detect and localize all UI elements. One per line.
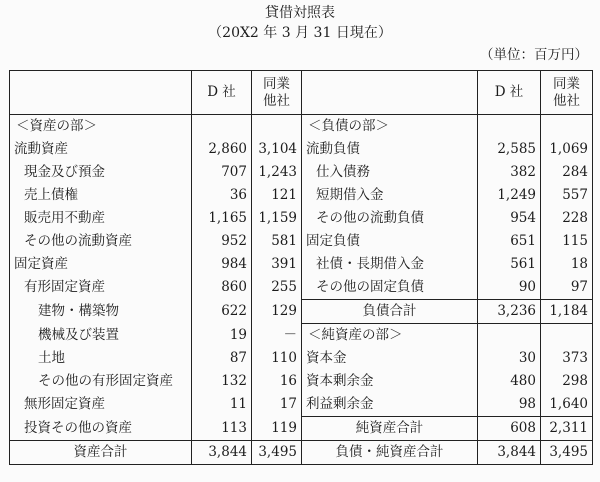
row-peer-value: 119	[252, 417, 302, 441]
liability-section-label: ＜負債の部＞	[308, 118, 389, 134]
liability-total-peer: 1,184	[541, 300, 593, 324]
row-d-value: 113	[192, 417, 252, 441]
row-label: 無形固定資産	[24, 396, 105, 413]
row-peer-value: 129	[252, 300, 302, 324]
table-row	[10, 138, 593, 161]
equity-total-peer: 2,311	[541, 417, 593, 441]
table-row	[10, 115, 593, 139]
row-d-value: 622	[192, 300, 252, 324]
row-label: 利益剰余金	[306, 396, 374, 412]
grand-total-d: 3,844	[478, 441, 541, 465]
row-d-value: 2,860	[192, 138, 252, 161]
row-label: 流動負債	[306, 141, 360, 157]
row-label: 社債・長期借入金	[316, 256, 424, 272]
equity-section-label: ＜純資産の部＞	[302, 324, 478, 348]
row-d-value: 1,249	[478, 184, 541, 207]
equity-total-d: 608	[478, 417, 541, 441]
row-d-value: 90	[478, 276, 541, 300]
header-peer-right: 同業 他社	[541, 71, 593, 115]
row-d-value: 98	[478, 393, 541, 417]
table-row	[10, 417, 593, 441]
header-d-company-right: D 社	[478, 71, 541, 115]
row-peer-value: 115	[541, 230, 593, 253]
row-peer-value: 1,243	[252, 161, 302, 184]
row-label: その他の固定負債	[316, 279, 424, 295]
grand-total-label: 負債・純資産合計	[302, 441, 478, 465]
row-peer-value: 581	[252, 230, 302, 253]
row-peer-value: 1,069	[541, 138, 593, 161]
row-label: 短期借入金	[316, 187, 384, 203]
asset-total-peer: 3,495	[252, 441, 302, 465]
row-d-value: 561	[478, 253, 541, 276]
row-label: 投資その他の資産	[24, 419, 132, 436]
row-d-value: 954	[478, 207, 541, 230]
row-label: 固定資産	[14, 256, 68, 272]
row-d-value: 132	[192, 370, 252, 393]
liability-total-label: 負債合計	[302, 300, 478, 324]
asset-total-d: 3,844	[192, 441, 252, 465]
row-label: 販売用不動産	[24, 210, 105, 226]
grand-total-row	[10, 441, 593, 465]
row-peer-value: 391	[252, 253, 302, 276]
row-d-value: 952	[192, 230, 252, 253]
table-row	[10, 253, 593, 276]
table-row	[10, 393, 593, 417]
liability-total-d: 3,236	[478, 300, 541, 324]
row-d-value: 2,585	[478, 138, 541, 161]
row-peer-value: 557	[541, 184, 593, 207]
row-label: 仕入債務	[316, 164, 370, 180]
row-label: 固定負債	[306, 233, 360, 249]
unit-label: （単位：百万円）	[480, 47, 588, 63]
row-peer-value: 228	[541, 207, 593, 230]
row-peer-value: 3,104	[252, 138, 302, 161]
row-label: その他の有形固定資産	[38, 373, 173, 389]
table-header-row	[10, 71, 593, 115]
asset-section-label: ＜資産の部＞	[16, 118, 97, 134]
row-peer-value: 121	[252, 184, 302, 207]
row-label: 土地	[38, 350, 65, 366]
row-label: 流動資産	[14, 141, 68, 157]
row-d-value: 707	[192, 161, 252, 184]
row-d-value: 87	[192, 347, 252, 370]
row-peer-value: 110	[252, 347, 302, 370]
table-row	[10, 276, 593, 300]
row-label: 機械及び装置	[38, 326, 119, 343]
row-label: その他の流動負債	[316, 210, 424, 226]
balance-sheet-table	[9, 70, 593, 465]
row-label: 資本剰余金	[306, 373, 374, 389]
row-peer-value: 298	[541, 370, 593, 393]
row-d-value: 1,165	[192, 207, 252, 230]
row-peer-value: 373	[541, 347, 593, 370]
row-peer-value: 17	[252, 393, 302, 417]
row-label: 有形固定資産	[24, 279, 105, 296]
header-blank-right	[302, 71, 478, 115]
row-d-value: 11	[192, 393, 252, 417]
equity-total-label: 純資産合計	[302, 417, 478, 441]
header-blank-left	[10, 71, 192, 115]
row-d-value: 30	[478, 347, 541, 370]
table-row	[10, 230, 593, 253]
row-label: 建物・構築物	[38, 303, 119, 319]
table-row	[10, 324, 593, 348]
row-label: その他の流動資産	[24, 233, 132, 249]
row-label: 資本金	[306, 350, 347, 366]
row-peer-value: 16	[252, 370, 302, 393]
table-row	[10, 161, 593, 184]
row-peer-value: 97	[541, 276, 593, 300]
table-row	[10, 347, 593, 370]
row-d-value: 19	[192, 324, 252, 348]
row-d-value: 480	[478, 370, 541, 393]
row-peer-value: 255	[252, 276, 302, 300]
asset-total-label: 資産合計	[10, 441, 192, 465]
row-d-value: 382	[478, 161, 541, 184]
document-title: 貸借対照表	[265, 5, 335, 21]
document-date: （20X2 年 3 月 31 日現在）	[208, 25, 392, 41]
header-peer: 同業 他社	[252, 71, 302, 115]
table-row	[10, 207, 593, 230]
table-row	[10, 184, 593, 207]
header-d-company: D 社	[192, 71, 252, 115]
row-peer-value: 284	[541, 161, 593, 184]
table-row	[10, 300, 593, 324]
row-d-value: 651	[478, 230, 541, 253]
row-label: 現金及び預金	[24, 164, 105, 180]
row-peer-value: －	[252, 324, 302, 348]
row-peer-value: 1,159	[252, 207, 302, 230]
row-d-value: 860	[192, 276, 252, 300]
row-d-value: 984	[192, 253, 252, 276]
grand-total-peer: 3,495	[541, 441, 593, 465]
row-peer-value: 1,640	[541, 393, 593, 417]
row-label: 売上債権	[24, 187, 78, 203]
table-row	[10, 370, 593, 393]
row-peer-value: 18	[541, 253, 593, 276]
row-d-value: 36	[192, 184, 252, 207]
